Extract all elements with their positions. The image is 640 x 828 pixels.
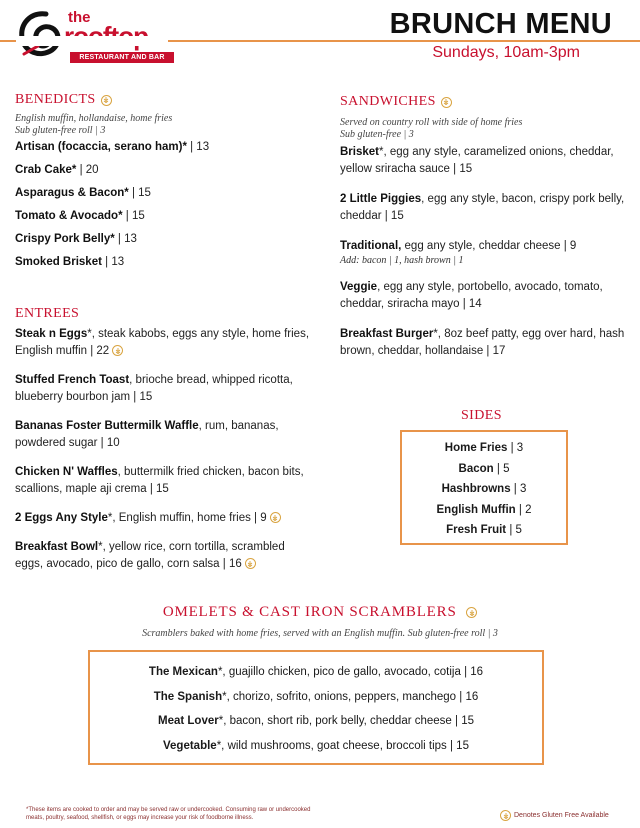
omelets-heading: OMELETS & CAST IRON SCRAMBLERS xyxy=(0,604,640,621)
benedicts-heading: BENEDICTS xyxy=(15,92,320,108)
gluten-free-icon xyxy=(101,95,112,106)
menu-item: Brisket*, egg any style, caramelized onions, cheddar, yellow sriracha sauce | 15 xyxy=(340,146,614,175)
omelet-item: Meat Lover*, bacon, short rib, pork belly, cheddar cheese | 15 xyxy=(158,715,474,727)
gluten-free-icon xyxy=(245,558,256,569)
menu-item: Breakfast Bowl*, yellow rice, corn tortilla, scrambled eggs, avocado, pico de gallo, corn salsa | 16 xyxy=(15,541,285,570)
logo-swirl-icon xyxy=(16,8,68,60)
menu-item: Chicken N' Waffles, buttermilk fried chicken, bacon bits, scallions, maple aji crema | 15 xyxy=(15,466,304,495)
menu-hours: Sundays, 10am-3pm xyxy=(432,44,580,61)
omelets-note: Scramblers baked with home fries, served with an English muffin. Sub gluten-free roll | 3 xyxy=(142,628,498,639)
benedicts-section xyxy=(15,92,320,271)
sandwiches-section xyxy=(340,94,630,360)
sides-box xyxy=(400,430,568,545)
menu-item: Veggie, egg any style, portobello, avocado, tomato, cheddar, sriracha mayo | 14 xyxy=(340,281,603,310)
entrees-section xyxy=(15,306,315,573)
gluten-free-icon xyxy=(441,97,452,108)
benedicts-note: English muffin, hollandaise, home fries xyxy=(15,113,173,124)
omelets-box xyxy=(88,650,544,765)
menu-item: Asparagus & Bacon* | 15 xyxy=(15,187,151,199)
side-item: English Muffin | 2 xyxy=(436,503,532,516)
sandwiches-heading: SANDWICHES xyxy=(340,94,630,110)
menu-item: Smoked Brisket | 13 xyxy=(15,256,125,268)
menu-item: Tomato & Avocado* | 15 xyxy=(15,210,145,222)
gluten-free-icon xyxy=(466,607,477,618)
side-item: Hashbrowns | 3 xyxy=(441,483,527,495)
gluten-free-icon xyxy=(270,512,281,523)
benedicts-note-sub: Sub gluten-free roll | 3 xyxy=(15,125,106,136)
gluten-free-legend: Denotes Gluten Free Available xyxy=(500,810,609,821)
menu-item: 2 Eggs Any Style*, English muffin, home fries | 9 xyxy=(15,510,315,527)
menu-item: Crispy Pork Belly* | 13 xyxy=(15,233,137,245)
sandwiches-note-sub: Sub gluten-free | 3 xyxy=(340,129,414,140)
sandwiches-note: Served on country roll with side of home fries xyxy=(340,117,523,128)
omelet-item: Vegetable*, wild mushrooms, goat cheese, broccoli tips | 15 xyxy=(163,739,469,752)
menu-item: Breakfast Burger*, 8oz beef patty, egg over hard, hash brown, cheddar, hollandaise | 17 xyxy=(340,328,625,357)
gluten-free-icon xyxy=(112,345,123,356)
menu-item: 2 Little Piggies, egg any style, bacon, crispy pork belly, cheddar | 15 xyxy=(340,193,625,222)
side-item: Fresh Fruit | 5 xyxy=(446,524,522,536)
menu-item: Traditional, egg any style, cheddar cheese | 9 Add: bacon | 1, hash brown | 1 xyxy=(340,238,630,266)
sides-heading: SIDES xyxy=(461,408,502,423)
disclaimer: *These items are cooked to order and may be served raw or undercooked. Consuming raw or undercooked meats, poultry, seafood, shellfish, or eggs may increase your risk of foodborne illness. xyxy=(26,807,311,821)
menu-item: Crab Cake* | 20 xyxy=(15,164,99,176)
menu-item: Steak n Eggs*, steak kabobs, eggs any style, home fries, English muffin | 22 xyxy=(15,328,310,357)
menu-title: BRUNCH MENU xyxy=(389,8,612,40)
gluten-free-icon xyxy=(500,810,511,821)
logo-the: the xyxy=(68,9,91,26)
entrees-heading: ENTREES xyxy=(15,306,80,321)
omelet-item: The Spanish*, chorizo, sofrito, onions, peppers, manchego | 16 xyxy=(153,690,479,703)
menu-item: Artisan (focaccia, serano ham)* | 13 xyxy=(15,141,210,153)
add-ons-note: Add: bacon | 1, hash brown | 1 xyxy=(340,255,464,266)
omelet-item: The Mexican*, guajillo chicken, pico de gallo, avocado, cotija | 16 xyxy=(148,666,484,678)
logo-subtitle: RESTAURANT AND BAR xyxy=(70,52,174,63)
menu-item: Bananas Foster Buttermilk Waffle, rum, bananas, powdered sugar | 10 xyxy=(15,420,279,449)
side-item: Home Fries | 3 xyxy=(444,442,524,454)
side-item: Bacon | 5 xyxy=(458,462,510,475)
menu-item: Stuffed French Toast, brioche bread, whipped ricotta, blueberry bourbon jam | 15 xyxy=(15,374,293,403)
